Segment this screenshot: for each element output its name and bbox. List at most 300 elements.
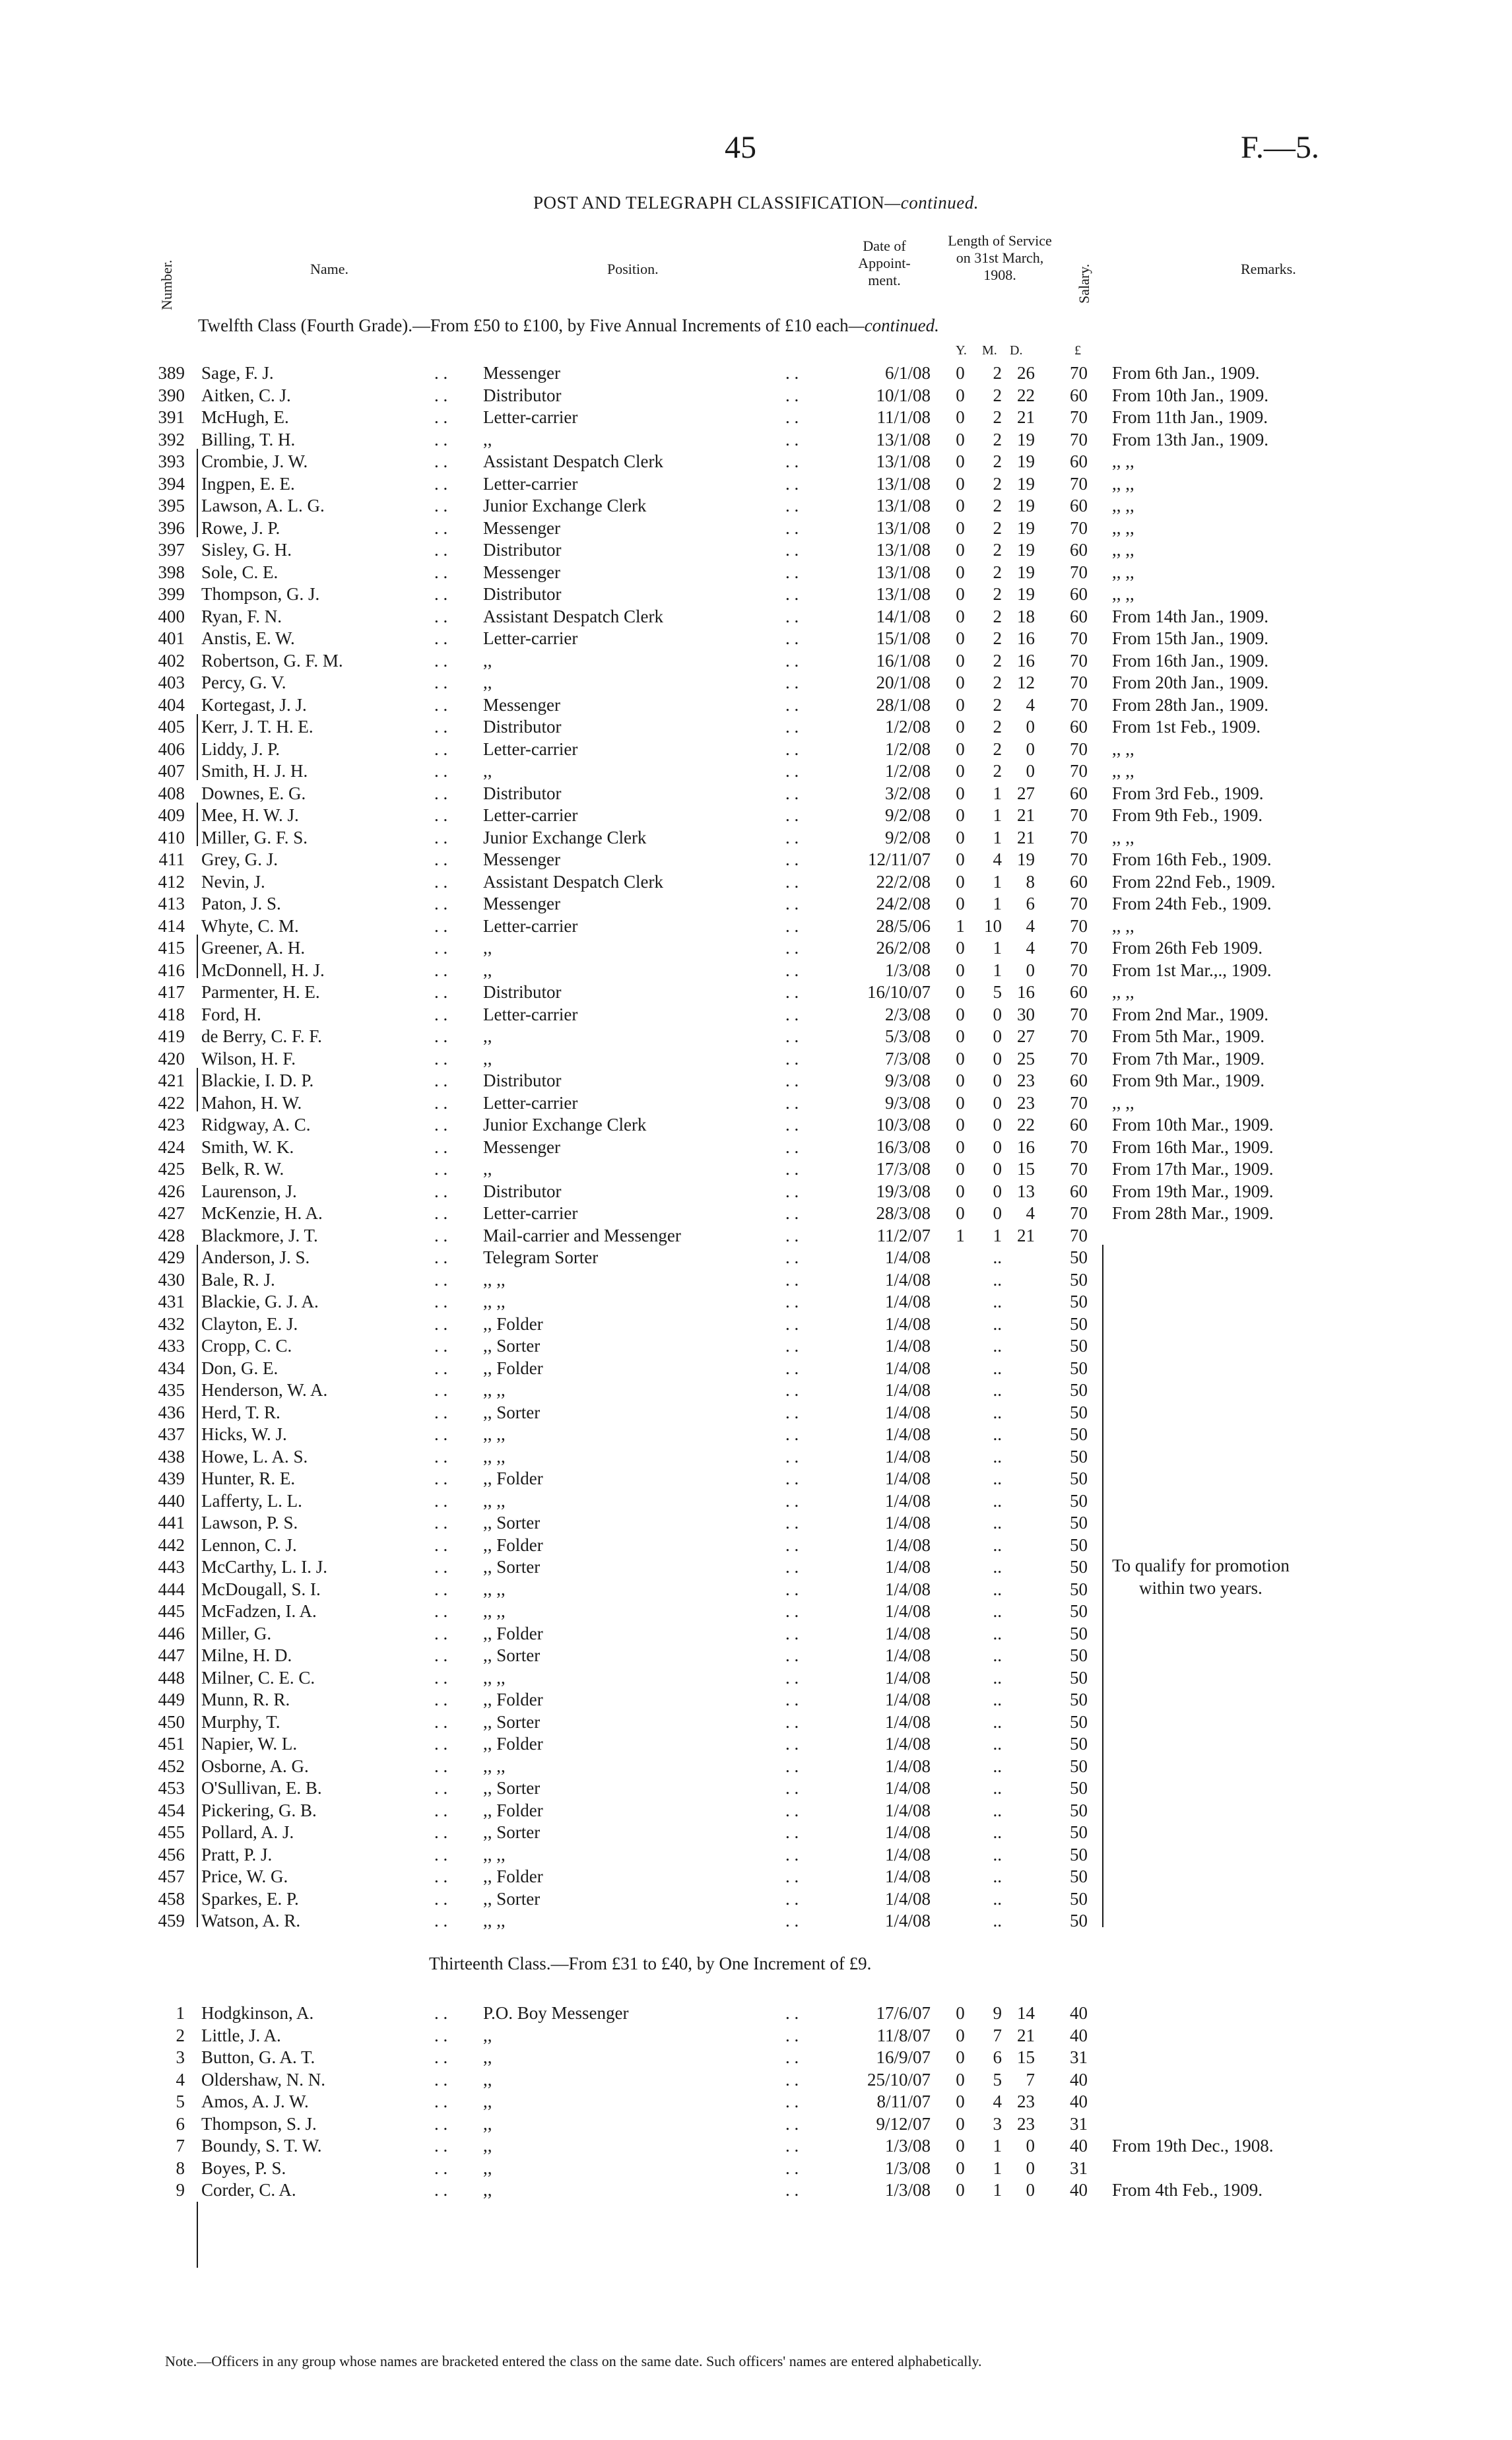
cell-rem: From 9th Feb., 1909.: [1112, 805, 1263, 825]
cell-m: 2: [993, 694, 1002, 715]
cell-sal: 60: [1070, 385, 1088, 405]
cell-m: 1: [993, 871, 1002, 892]
cell-pos: ,, Sorter: [483, 1778, 541, 1798]
cell-name: Robertson, G. F. M.: [201, 650, 343, 671]
leader-dots: . .: [785, 1336, 799, 1356]
cell-name: Liddy, J. P.: [201, 739, 280, 759]
cell-y: 0: [956, 2136, 965, 2156]
leader-dots: . .: [434, 407, 448, 427]
cell-rem: ,, ,,: [1112, 540, 1134, 560]
cell-date: 13/1/08: [876, 562, 931, 582]
cell-num: 414: [158, 915, 185, 936]
leader-dots: . .: [785, 2136, 799, 2156]
cell-d: 19: [1017, 473, 1035, 494]
leader-dots: . .: [785, 473, 799, 494]
leader-dots: . .: [434, 805, 448, 825]
cell-name: Milner, C. E. C.: [201, 1667, 315, 1688]
cell-name: Parmenter, H. E.: [201, 982, 320, 1002]
leader-dots: . .: [785, 783, 799, 803]
leader-dots: . .: [785, 1092, 799, 1113]
leader-dots: . .: [434, 1269, 448, 1290]
cell-sal: 70: [1070, 694, 1088, 715]
cell-sal: 60: [1070, 540, 1088, 560]
cell-m: 2: [993, 407, 1002, 427]
cell-date: 22/2/08: [876, 871, 931, 892]
leader-dots: . .: [785, 938, 799, 958]
cell-pos: Messenger: [483, 363, 560, 383]
cell-pos: Letter-carrier: [483, 628, 578, 648]
cell-pos: ,,: [483, 2069, 492, 2090]
cell-d: 16: [1017, 982, 1035, 1002]
leader-dots: . .: [434, 673, 448, 692]
cell-rem: From 24th Feb., 1909.: [1112, 894, 1272, 913]
cell-sal: 70: [1070, 894, 1088, 913]
cell-m: ..: [993, 1601, 1002, 1621]
cell-pos: ,, Sorter: [483, 1888, 541, 1909]
cell-date: 1/4/08: [884, 1380, 931, 1400]
leader-dots: . .: [434, 1645, 448, 1665]
cell-pos: ,, Sorter: [483, 1513, 541, 1533]
bracket-393-399: [197, 449, 198, 537]
cell-name: Thompson, G. J.: [201, 584, 320, 604]
table-row: [0, 451, 1512, 473]
leader-dots: . .: [785, 2069, 799, 2090]
cell-name: Ryan, F. N.: [201, 606, 282, 626]
cell-m: 1: [993, 2180, 1002, 2200]
leader-dots: . .: [785, 1468, 799, 1488]
table-row: [0, 2158, 1512, 2180]
cell-pos: ,, Folder: [483, 1800, 543, 1820]
leader-dots: . .: [434, 915, 448, 936]
cell-d: 19: [1017, 451, 1035, 471]
leader-dots: . .: [434, 1313, 448, 1334]
cell-num: 410: [158, 827, 185, 847]
cell-sal: 60: [1070, 717, 1088, 737]
cell-sal: 50: [1070, 1601, 1088, 1621]
cell-name: Mahon, H. W.: [201, 1092, 302, 1113]
leader-dots: . .: [434, 938, 448, 958]
cell-name: Grey, G. J.: [201, 849, 278, 869]
cell-date: 28/1/08: [876, 694, 931, 715]
cell-num: 405: [158, 717, 185, 737]
cell-rem: ,, ,,: [1112, 739, 1134, 759]
cell-d: 19: [1017, 429, 1035, 449]
cell-y: 0: [956, 650, 965, 671]
cell-name: Anstis, E. W.: [201, 628, 295, 648]
cell-num: 394: [158, 473, 185, 494]
cell-d: 0: [1026, 960, 1035, 980]
cell-pos: Messenger: [483, 894, 560, 913]
cell-m: 4: [993, 849, 1002, 869]
table-row: [0, 2092, 1512, 2113]
cell-d: 8: [1026, 871, 1035, 892]
cell-num: 425: [158, 1159, 185, 1179]
cell-m: 0: [993, 1071, 1002, 1090]
cell-m: 1: [993, 2158, 1002, 2178]
cell-sal: 50: [1070, 1579, 1088, 1599]
leader-dots: . .: [785, 1203, 799, 1223]
table-row: [0, 540, 1512, 562]
cell-rem: From 10th Jan., 1909.: [1112, 385, 1269, 405]
cell-m: ..: [993, 1888, 1002, 1909]
cell-rem: ,, ,,: [1112, 584, 1134, 604]
table-row: [0, 1491, 1512, 1513]
cell-num: 458: [158, 1888, 185, 1909]
cell-rem: From 13th Jan., 1909.: [1112, 429, 1269, 449]
cell-pos: ,,: [483, 1048, 492, 1069]
cell-num: 436: [158, 1402, 185, 1422]
cell-num: 3: [176, 2047, 185, 2067]
cell-num: 389: [158, 363, 185, 383]
cell-sal: 70: [1070, 562, 1088, 582]
cell-num: 449: [158, 1690, 185, 1709]
leader-dots: . .: [434, 827, 448, 847]
cell-d: 4: [1026, 1203, 1035, 1223]
cell-pos: ,,: [483, 2158, 492, 2178]
table-row: [0, 1513, 1512, 1534]
cell-m: ..: [993, 1557, 1002, 1577]
cell-date: 1/4/08: [884, 1844, 931, 1864]
cell-name: Don, G. E.: [201, 1358, 279, 1378]
cell-pos: Letter-carrier: [483, 473, 578, 494]
table-row: [0, 916, 1512, 938]
leader-dots: . .: [785, 650, 799, 671]
cell-date: 1/4/08: [884, 1402, 931, 1422]
leader-dots: . .: [785, 2003, 799, 2023]
cell-name: Smith, H. J. H.: [201, 761, 308, 781]
cell-sal: 50: [1070, 1380, 1088, 1400]
cell-rem: From 1st Mar.,., 1909.: [1112, 960, 1272, 980]
cell-pos: ,, Folder: [483, 1313, 543, 1334]
table-row: [0, 1601, 1512, 1623]
cell-m: ..: [993, 1402, 1002, 1422]
leader-dots: . .: [434, 1911, 448, 1930]
leader-dots: . .: [785, 1247, 799, 1267]
cell-num: 427: [158, 1203, 185, 1223]
cell-num: 390: [158, 385, 185, 405]
leader-dots: . .: [434, 1092, 448, 1113]
cell-sal: 70: [1070, 938, 1088, 958]
cell-rem: From 1st Feb., 1909.: [1112, 717, 1261, 737]
cell-m: ..: [993, 1380, 1002, 1400]
cell-num: 434: [158, 1358, 185, 1378]
cell-m: ..: [993, 1446, 1002, 1467]
cell-pos: Letter-carrier: [483, 805, 578, 825]
cell-sal: 70: [1070, 1225, 1088, 1245]
cell-name: Aitken, C. J.: [201, 385, 291, 405]
cell-m: ..: [993, 1358, 1002, 1378]
cell-rem: From 7th Mar., 1909.: [1112, 1048, 1265, 1069]
cell-pos: ,, ,,: [483, 1756, 506, 1776]
leader-dots: . .: [434, 496, 448, 515]
cell-date: 3/2/08: [884, 783, 931, 803]
table-row: [0, 474, 1512, 496]
cell-d: 6: [1026, 894, 1035, 913]
cell-date: 1/4/08: [884, 1667, 931, 1688]
table-row: [0, 2003, 1512, 2025]
cell-d: 14: [1017, 2003, 1035, 2023]
cell-sal: 50: [1070, 1645, 1088, 1665]
cell-name: Miller, G. F. S.: [201, 827, 308, 847]
cell-m: 2: [993, 650, 1002, 671]
cell-pos: ,, Sorter: [483, 1557, 541, 1577]
cell-m: 0: [993, 1181, 1002, 1201]
cell-pos: Mail-carrier and Messenger: [483, 1225, 681, 1245]
leader-dots: . .: [785, 871, 799, 892]
cell-y: 0: [956, 960, 965, 980]
cell-rem: From 17th Mar., 1909.: [1112, 1159, 1274, 1179]
cell-y: 0: [956, 2113, 965, 2134]
leader-dots: . .: [785, 1292, 799, 1311]
cell-name: Howe, L. A. S.: [201, 1446, 308, 1467]
cell-pos: ,, ,,: [483, 1380, 506, 1400]
cell-num: 409: [158, 805, 185, 825]
leader-dots: . .: [785, 1048, 799, 1069]
cell-name: Laurenson, J.: [201, 1181, 297, 1201]
cell-rem: From 5th Mar., 1909.: [1112, 1026, 1265, 1046]
cell-pos: Distributor: [483, 540, 562, 560]
cell-name: Blackie, G. J. A.: [201, 1292, 319, 1311]
cell-m: ..: [993, 1778, 1002, 1798]
leader-dots: . .: [785, 761, 799, 781]
cell-m: ..: [993, 1844, 1002, 1864]
cell-date: 1/4/08: [884, 1358, 931, 1378]
cell-name: Pickering, G. B.: [201, 1800, 317, 1820]
cell-num: 448: [158, 1667, 185, 1688]
table-row: [0, 695, 1512, 717]
cell-name: Munn, R. R.: [201, 1690, 290, 1709]
cell-date: 17/3/08: [876, 1159, 931, 1179]
cell-pos: ,, ,,: [483, 1667, 506, 1688]
cell-d: 19: [1017, 540, 1035, 560]
cell-num: 441: [158, 1513, 185, 1533]
cell-pos: ,, Folder: [483, 1623, 543, 1643]
cell-sal: 70: [1070, 673, 1088, 692]
cell-date: 1/4/08: [884, 1778, 931, 1798]
cell-name: Lafferty, L. L.: [201, 1490, 302, 1511]
cell-num: 415: [158, 938, 185, 958]
cell-sal: 50: [1070, 1490, 1088, 1511]
leader-dots: . .: [434, 960, 448, 980]
cell-m: 2: [993, 451, 1002, 471]
cell-pos: ,, Sorter: [483, 1336, 541, 1356]
leader-dots: . .: [785, 1579, 799, 1599]
leader-dots: . .: [434, 1734, 448, 1754]
cell-name: McDonnell, H. J.: [201, 960, 325, 980]
leader-dots: . .: [434, 1115, 448, 1135]
cell-m: 2: [993, 473, 1002, 494]
cell-m: ..: [993, 1866, 1002, 1886]
cell-sal: 70: [1070, 739, 1088, 759]
cell-d: 27: [1017, 783, 1035, 803]
table-row: [0, 1093, 1512, 1115]
leader-dots: . .: [785, 2047, 799, 2067]
cell-date: 13/1/08: [876, 473, 931, 494]
cell-y: 0: [956, 1004, 965, 1024]
thirteenth-class-heading: Thirteenth Class.—From £31 to £40, by One Increment of £9.: [429, 1954, 872, 1973]
table-row: [0, 1778, 1512, 1800]
cell-y: 0: [956, 1092, 965, 1113]
cell-y: 0: [956, 540, 965, 560]
table-row: [0, 1270, 1512, 1292]
cell-sal: 50: [1070, 1534, 1088, 1555]
cell-num: 2: [176, 2025, 185, 2045]
cell-date: 1/4/08: [884, 1557, 931, 1577]
cell-m: 2: [993, 496, 1002, 515]
leader-dots: . .: [434, 694, 448, 715]
leader-dots: . .: [434, 1181, 448, 1201]
table-row: [0, 2047, 1512, 2069]
group-remark-line1: To qualify for promotion: [1112, 1556, 1290, 1575]
leader-dots: . .: [434, 1888, 448, 1909]
leader-dots: . .: [434, 1667, 448, 1688]
cell-y: 0: [956, 849, 965, 869]
cell-m: 4: [993, 2092, 1002, 2111]
cell-name: Corder, C. A.: [201, 2180, 296, 2200]
table-row: [0, 385, 1512, 407]
table-row: [0, 1668, 1512, 1690]
cell-d: 23: [1017, 1071, 1035, 1090]
cell-m: ..: [993, 1490, 1002, 1511]
cell-m: 7: [993, 2025, 1002, 2045]
unit-months: M.: [982, 343, 997, 358]
table-row: [0, 496, 1512, 517]
cell-sal: 50: [1070, 1667, 1088, 1688]
cell-name: Sage, F. J.: [201, 363, 274, 383]
leader-dots: . .: [434, 1446, 448, 1467]
cell-num: 391: [158, 407, 185, 427]
table-row: [0, 1226, 1512, 1247]
cell-sal: 70: [1070, 1092, 1088, 1113]
cell-name: Osborne, A. G.: [201, 1756, 309, 1776]
table-row: [0, 1756, 1512, 1778]
table-row: [0, 1822, 1512, 1844]
cell-sal: 50: [1070, 1778, 1088, 1798]
leader-dots: . .: [785, 1137, 799, 1157]
cell-name: Rowe, J. P.: [201, 517, 280, 538]
cell-y: 0: [956, 827, 965, 847]
cell-m: 2: [993, 517, 1002, 538]
cell-m: 2: [993, 673, 1002, 692]
leader-dots: . .: [434, 1579, 448, 1599]
cell-date: 13/1/08: [876, 517, 931, 538]
cell-y: 0: [956, 2092, 965, 2111]
leader-dots: . .: [434, 473, 448, 494]
cell-pos: Letter-carrier: [483, 1092, 578, 1113]
cell-m: 0: [993, 1004, 1002, 1024]
cell-y: 0: [956, 871, 965, 892]
table-row: [0, 1712, 1512, 1734]
cell-date: 11/1/08: [876, 407, 931, 427]
cell-y: 1: [956, 915, 965, 936]
cell-pos: ,, Folder: [483, 1468, 543, 1488]
cell-sal: 50: [1070, 1888, 1088, 1909]
cell-date: 26/2/08: [876, 938, 931, 958]
leader-dots: . .: [434, 1490, 448, 1511]
bracket-7-9: [197, 2202, 198, 2268]
leader-dots: . .: [785, 1911, 799, 1930]
cell-rem: From 19th Dec., 1908.: [1112, 2136, 1274, 2156]
cell-num: 447: [158, 1645, 185, 1665]
twelfth-class-heading: [198, 315, 939, 336]
cell-num: 8: [176, 2158, 185, 2178]
cell-name: Hunter, R. E.: [201, 1468, 296, 1488]
cell-num: 442: [158, 1534, 185, 1555]
cell-y: 0: [956, 407, 965, 427]
cell-pos: Letter-carrier: [483, 1203, 578, 1223]
table-row: [0, 1181, 1512, 1203]
cell-d: 21: [1017, 1225, 1035, 1245]
leader-dots: . .: [434, 1203, 448, 1223]
cell-name: Sole, C. E.: [201, 562, 279, 582]
cell-num: 439: [158, 1468, 185, 1488]
cell-pos: ,, ,,: [483, 1269, 506, 1290]
cell-sal: 50: [1070, 1800, 1088, 1820]
table-row: [0, 363, 1512, 385]
cell-m: ..: [993, 1579, 1002, 1599]
leader-dots: . .: [434, 1225, 448, 1245]
cell-y: 0: [956, 517, 965, 538]
table-row: [0, 1645, 1512, 1667]
cell-m: ..: [993, 1424, 1002, 1444]
cell-pos: ,,: [483, 673, 492, 692]
table-row: [0, 1247, 1512, 1269]
cell-num: 431: [158, 1292, 185, 1311]
cell-name: Paton, J. S.: [201, 894, 281, 913]
cell-m: 1: [993, 827, 1002, 847]
cell-name: Watson, A. R.: [201, 1911, 301, 1930]
cell-m: 3: [993, 2113, 1002, 2134]
cell-d: 22: [1017, 1115, 1035, 1135]
cell-date: 1/4/08: [884, 1800, 931, 1820]
cell-num: 430: [158, 1269, 185, 1290]
cell-y: 0: [956, 1181, 965, 1201]
table-row: [0, 761, 1512, 783]
leader-dots: . .: [785, 1690, 799, 1709]
cell-date: 6/1/08: [884, 363, 931, 383]
leader-dots: . .: [785, 1071, 799, 1090]
cell-num: 416: [158, 960, 185, 980]
cell-name: Lawson, P. S.: [201, 1513, 298, 1533]
cell-sal: 50: [1070, 1844, 1088, 1864]
cell-m: 5: [993, 982, 1002, 1002]
leader-dots: . .: [434, 1711, 448, 1732]
cell-pos: Messenger: [483, 562, 560, 582]
cell-pos: Messenger: [483, 1137, 560, 1157]
cell-rem: ,, ,,: [1112, 915, 1134, 936]
cell-m: ..: [993, 1513, 1002, 1533]
leader-dots: . .: [785, 1756, 799, 1776]
leader-dots: . .: [785, 1004, 799, 1024]
cell-sal: 50: [1070, 1822, 1088, 1842]
title-suffix: —continued.: [884, 193, 979, 213]
cell-y: 0: [956, 2069, 965, 2090]
cell-d: 13: [1017, 1181, 1035, 1201]
cell-name: Kortegast, J. J.: [201, 694, 307, 715]
cell-rem: From 6th Jan., 1909.: [1112, 363, 1260, 383]
leader-dots: . .: [434, 2158, 448, 2178]
leader-dots: . .: [434, 783, 448, 803]
cell-date: 1/3/08: [884, 2180, 931, 2200]
cell-pos: Messenger: [483, 849, 560, 869]
cell-num: 438: [158, 1446, 185, 1467]
cell-date: 25/10/07: [867, 2069, 931, 2090]
leader-dots: . .: [434, 2113, 448, 2134]
leader-dots: . .: [434, 1557, 448, 1577]
cell-rem: ,, ,,: [1112, 451, 1134, 471]
cell-d: 0: [1026, 2180, 1035, 2200]
cell-rem: ,, ,,: [1112, 517, 1134, 538]
